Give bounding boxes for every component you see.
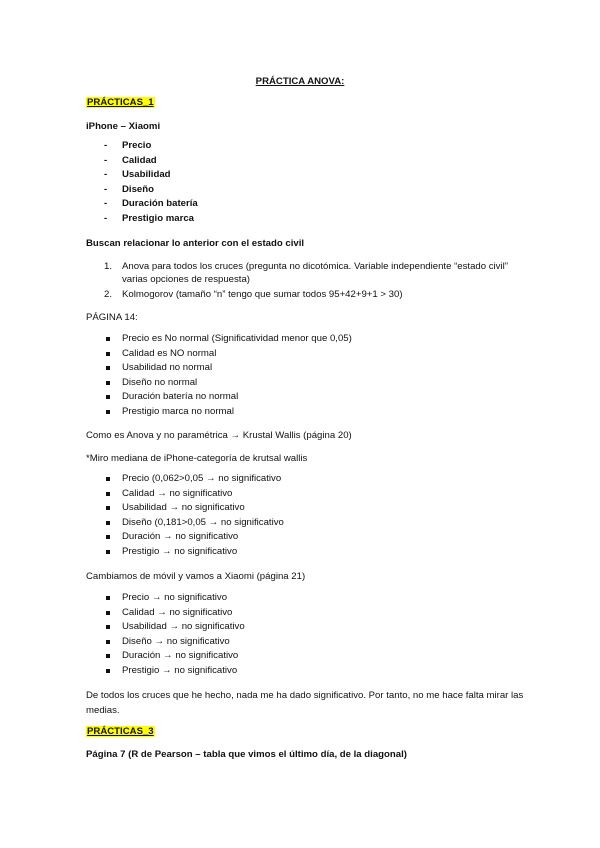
- xiaomi-note: Cambiamos de móvil y vamos a Xiaomi (página 21): [86, 571, 306, 582]
- dash-marker: -: [104, 198, 108, 210]
- conclusion-text: De todos los cruces que he hecho, nada me ha dado significativo. Por tanto, no me hace falta mirar las medias.: [86, 690, 524, 716]
- dash-marker: -: [104, 140, 108, 151]
- goal-text: Buscan relacionar lo anterior con el estado civil: [86, 238, 305, 249]
- dash-marker: -: [104, 212, 108, 224]
- document-title: PRÁCTICA ANOVA:: [255, 76, 345, 87]
- dash-marker: -: [104, 169, 108, 181]
- number-marker: 1.: [104, 261, 113, 272]
- section-3-subtitle: Página 7 (R de Pearson – tabla que vimos el último día, de la diagonal): [86, 749, 407, 760]
- bullet-marker: [106, 477, 110, 481]
- dash-marker: -: [104, 183, 108, 195]
- section-3-heading-row: [86, 725, 526, 738]
- list-item: Usabilidad → no significativo: [86, 501, 526, 516]
- list-item: Prestigio → no significativo: [86, 545, 526, 560]
- list-item: Precio es No normal (Significatividad menor que 0,05): [86, 332, 526, 347]
- bullet-marker: [106, 366, 110, 370]
- bullet-marker: [106, 596, 110, 600]
- list-item: Calidad → no significativo: [86, 487, 526, 502]
- list-item: 2. Kolmogorov (tamaño “n” tengo que sumar todos 95+42+9+1 > 30): [104, 289, 403, 300]
- bullet-marker: [106, 521, 110, 525]
- list-item: - Calidad: [86, 154, 526, 169]
- section-1-heading-row: [86, 96, 526, 109]
- bullet-marker: [106, 669, 110, 673]
- steps-list: [86, 260, 526, 303]
- bullet-marker: [106, 640, 110, 644]
- list-item: Prestigio → no significativo: [86, 664, 526, 679]
- list-item: Diseño → no significativo: [86, 635, 526, 650]
- section-1-heading: PRÁCTICAS_1: [87, 97, 154, 108]
- section-3-heading: PRÁCTICAS_3: [87, 726, 154, 737]
- bullet-marker: [106, 381, 110, 385]
- page-14-label: PÁGINA 14:: [86, 312, 138, 323]
- bullet-marker: [106, 611, 110, 615]
- bullet-marker: [106, 337, 110, 341]
- list-item: Diseño (0,181>0,05 → no significativo: [86, 516, 526, 531]
- list-item: Duración → no significativo: [86, 530, 526, 545]
- list-item: - Diseño: [86, 183, 526, 198]
- bullet-marker: [106, 395, 110, 399]
- list-item: Precio (0,062>0,05 → no significativo: [86, 472, 526, 487]
- bullet-marker: [106, 654, 110, 658]
- list-item: Calidad es NO normal: [86, 347, 526, 362]
- bullet-marker: [106, 625, 110, 629]
- bullet-marker: [106, 352, 110, 356]
- bullet-marker: [106, 410, 110, 414]
- list-item: Usabilidad → no significativo: [86, 620, 526, 635]
- iphone-results-list: [86, 472, 526, 560]
- bullet-marker: [106, 535, 110, 539]
- list-item: - Usabilidad: [86, 168, 526, 183]
- list-item: - Prestigio marca: [86, 212, 526, 227]
- list-item: 1. Anova para todos los cruces (pregunta no dicotómica. Variable independiente “estado civil” varias opciones de respuesta): [104, 261, 508, 285]
- section-1-subtitle: iPhone – Xiaomi: [86, 121, 161, 132]
- bullet-marker: [106, 550, 110, 554]
- list-item: Duración batería no normal: [86, 390, 526, 405]
- attribute-list: [86, 139, 526, 227]
- number-marker: 2.: [104, 289, 113, 300]
- bullet-marker: [106, 492, 110, 496]
- iphone-note: *Miro mediana de iPhone-categoría de krutsal wallis: [86, 453, 308, 464]
- kruskal-note: Como es Anova y no paramétrica → Krustal Wallis (página 20): [86, 430, 352, 441]
- list-item: Duración → no significativo: [86, 649, 526, 664]
- list-item: Prestigio marca no normal: [86, 405, 526, 420]
- list-item: Usabilidad no normal: [86, 361, 526, 376]
- list-item: Diseño no normal: [86, 376, 526, 391]
- dash-marker: -: [104, 154, 108, 166]
- bullet-marker: [106, 506, 110, 510]
- xiaomi-results-list: [86, 591, 526, 679]
- list-item: - Duración batería: [86, 197, 526, 212]
- list-item: Calidad → no significativo: [86, 606, 526, 621]
- page-14-list: [86, 332, 526, 420]
- list-item: Precio → no significativo: [86, 591, 526, 606]
- list-item: - Precio: [86, 139, 526, 154]
